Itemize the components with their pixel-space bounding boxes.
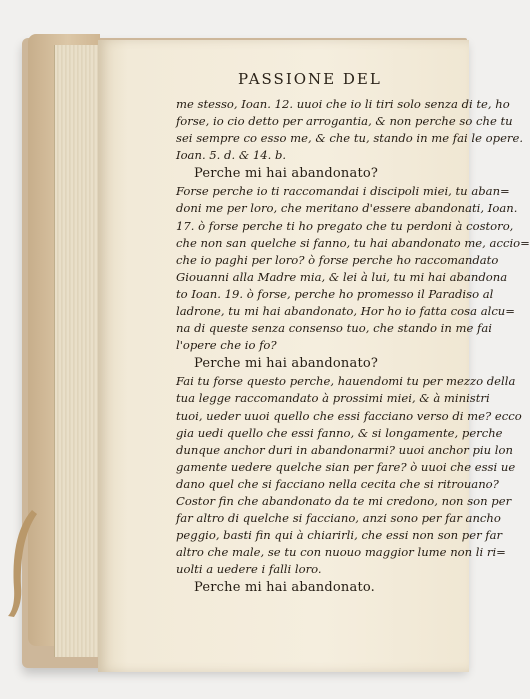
text-line: Ioan. 5. d. & 14. b. [176,148,287,163]
text-line: sei sempre co esso me, & che tu, stando in me fai le opere. [176,131,524,146]
text-line: l'opere che io fo? [176,338,277,353]
text-line: doni me per loro, che meritano d'essere abandonati, Ioan. [176,201,518,216]
section-heading: Perche mi hai abandonato? [194,356,379,372]
text-line: na di queste senza consenso tuo, che stando in me fai [176,321,492,336]
section-heading: Perche mi hai abandonato? [194,166,379,182]
section-heading: Perche mi hai abandonato. [194,580,376,596]
text-line: che io paghi per loro? ò forse perche ho raccomandato [176,252,499,267]
text-line: altro che male, se tu con nuouo maggior lume non li ri= [176,545,506,560]
text-line: ladrone, tu mi hai abandonato, Hor ho io fatta cosa alcu= [176,304,515,319]
text-line: gia uedi quello che essi fanno, & si longamente, perche [176,425,503,440]
running-head: PASSIONE DEL [238,70,382,88]
text-line: che non san quelche si fanno, tu hai abandonato me, accio= [176,235,530,250]
text-line: gamente uedere quelche sian per fare? ò uuoi che essi ue [176,459,516,474]
text-line: dano quel che si facciano nella cecita che si ritrouano? [176,476,499,491]
text-line: 17. ò forse perche ti ho pregato che tu perdoni à costoro, [176,218,514,233]
text-line: tua legge raccomandato à prossimi miei, & à ministri [176,391,490,406]
text-line: to Ioan. 19. ò forse, perche ho promesso il Paradiso al [176,286,494,301]
text-line: Costor fin che abandonato da te mi credono, non son per [176,493,512,508]
text-line: peggio, basti fin qui à chiarirli, che essi non son per far [176,528,503,543]
text-line: far altro di quelche si facciano, anzi sono per far ancho [176,511,501,526]
text-line: dunque anchor duri in abandonarmi? uuoi anchor piu lon [176,442,513,457]
bookmark-ribbon [6,508,38,618]
text-line: Forse perche io ti raccomandai i discipoli miei, tu aban= [176,184,510,199]
text-line: uolti a uedere i falli loro. [176,562,322,577]
text-line: Giouanni alla Madre mia, & lei à lui, tu mi hai abandona [176,269,508,284]
text-line: me stesso, Ioan. 12. uuoi che io li tiri solo senza di te, ho [176,97,510,111]
text-line: forse, io cio detto per arrogantia, & non perche so che tu [176,114,513,129]
text-line: Fai tu forse questo perche, hauendomi tu per mezzo della [176,374,516,389]
page-text [176,96,530,597]
text-line: tuoi, ueder uuoi quello che essi facciano verso di me? ecco [176,408,522,423]
